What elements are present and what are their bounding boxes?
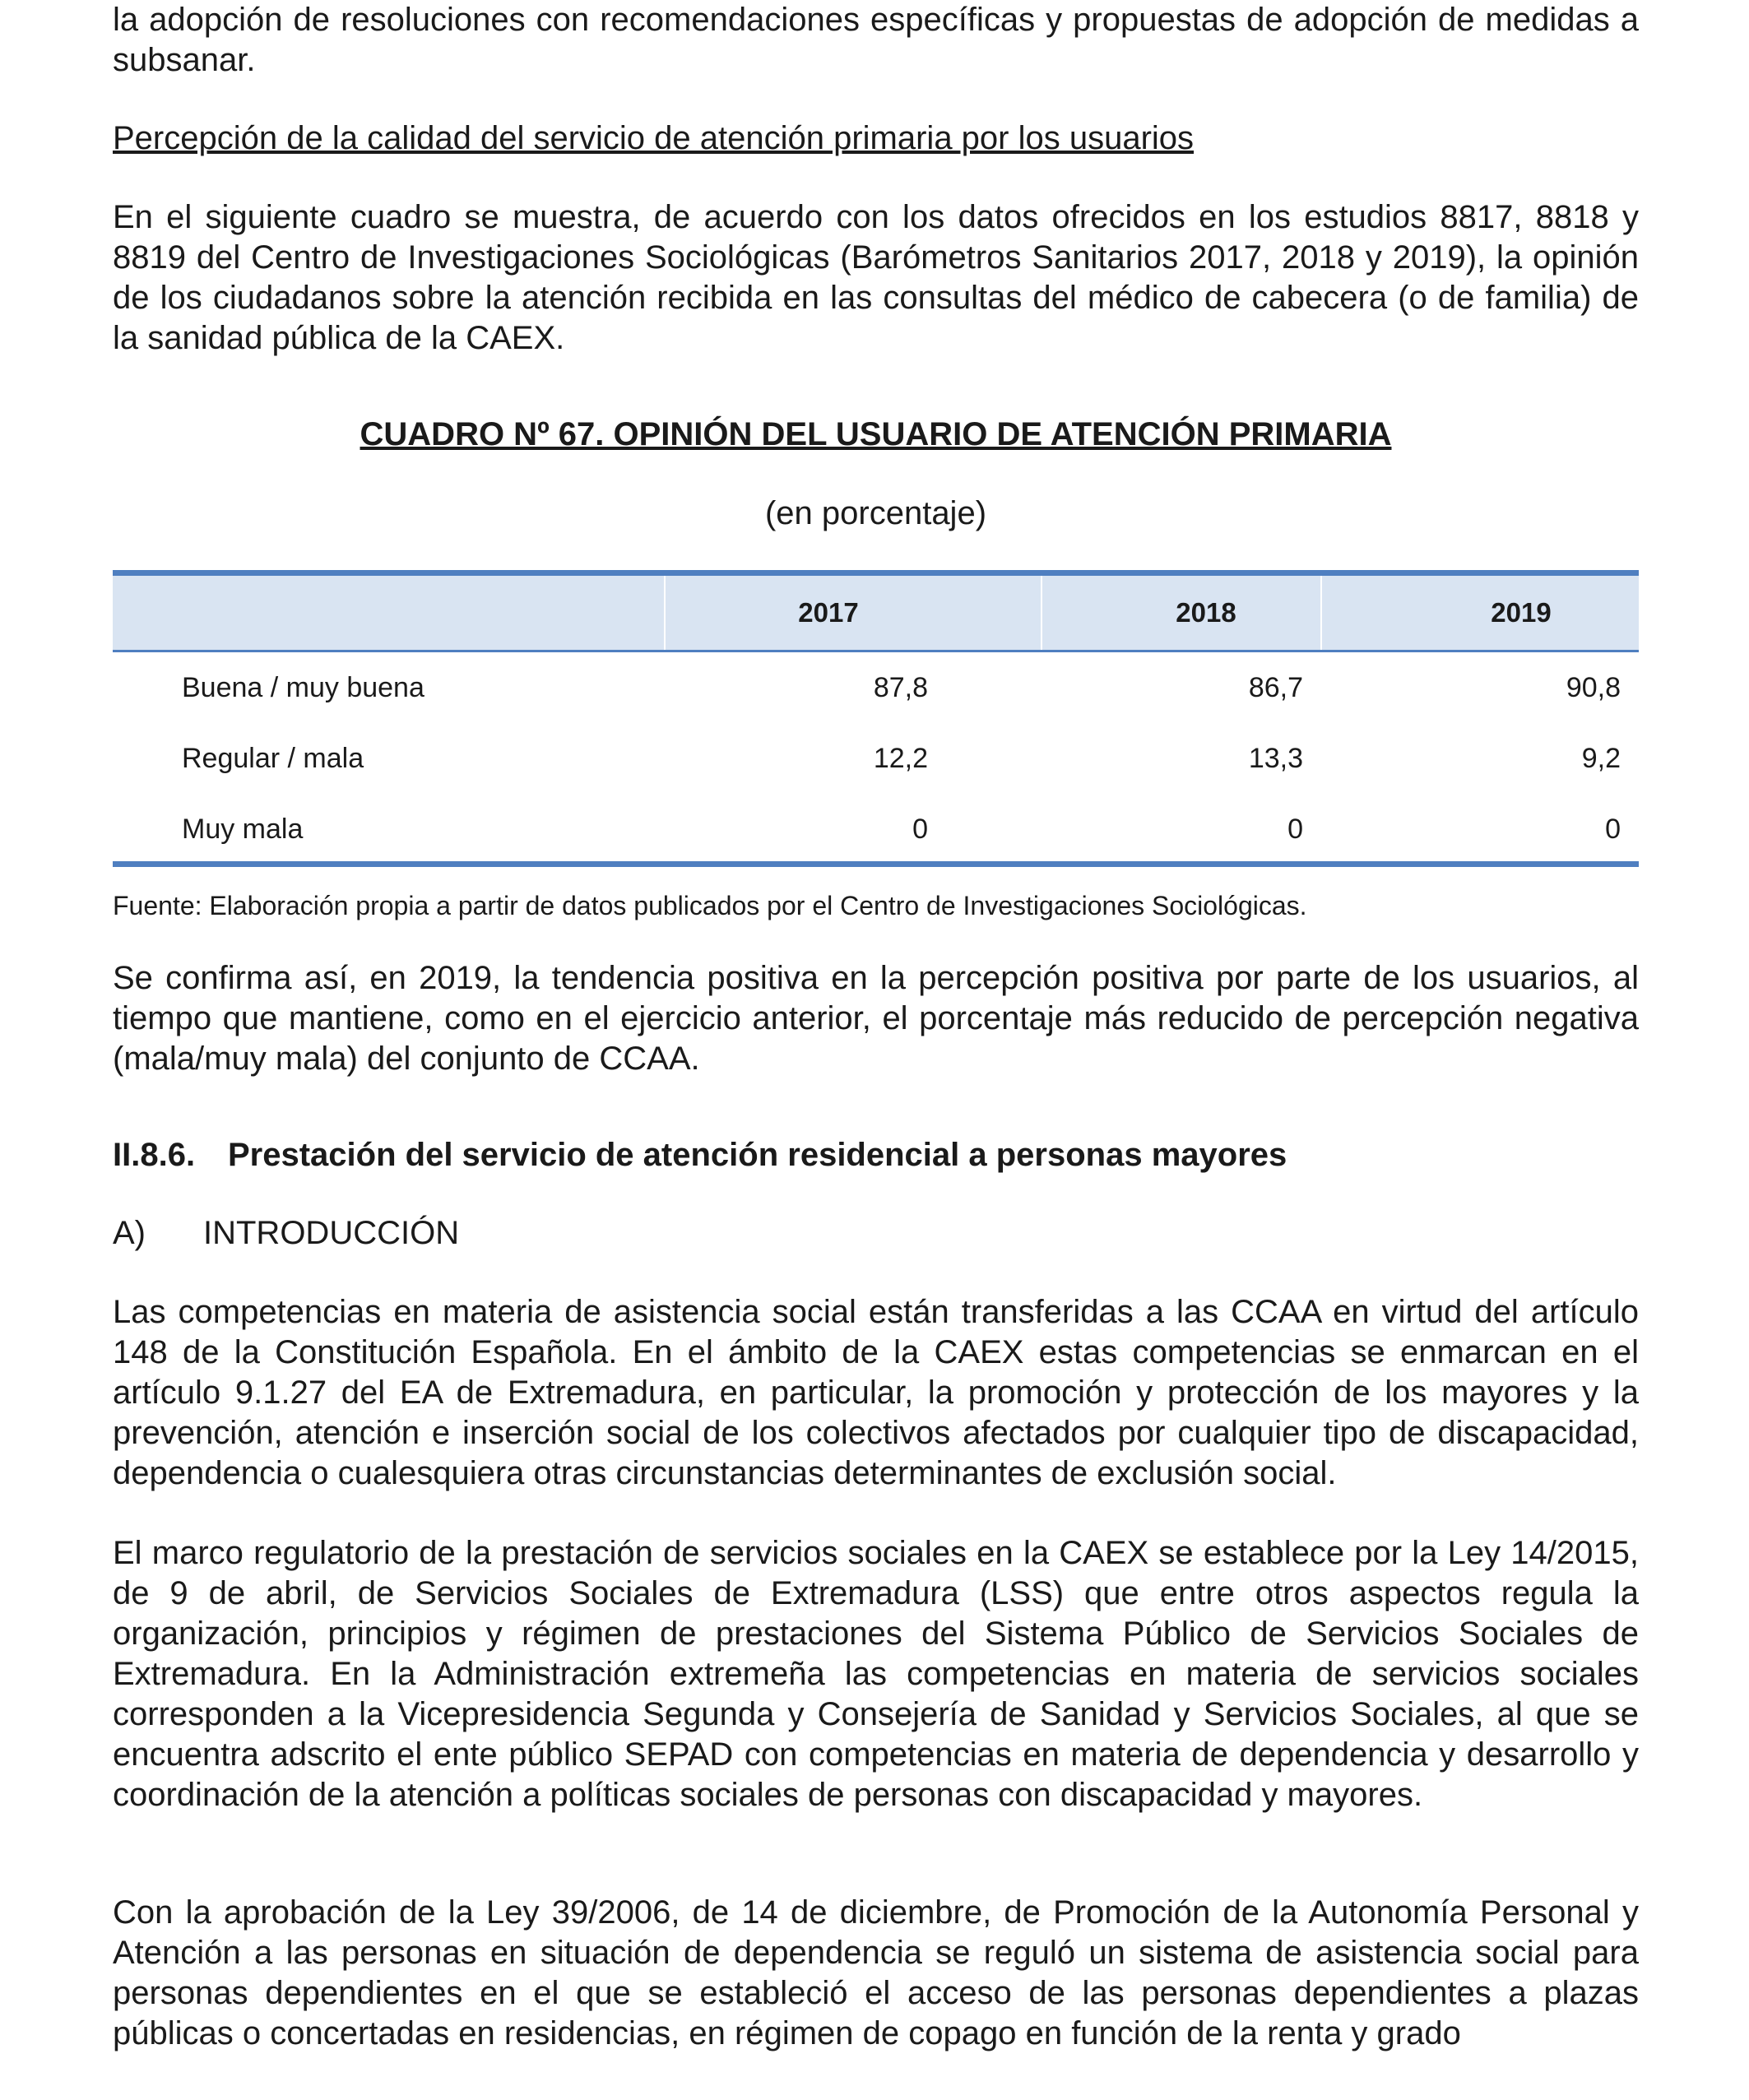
cell-value: 13,3 — [1248, 743, 1303, 774]
cell-value: 0 — [912, 814, 928, 845]
subsection-heading — [113, 1213, 459, 1254]
table-row — [113, 723, 1639, 794]
cell-value: 0 — [1605, 814, 1621, 845]
table-header-row — [113, 576, 1639, 652]
table-subtitle: (en porcentaje) — [764, 495, 987, 531]
subsection-letter: A) — [113, 1215, 146, 1251]
row-label: Buena / muy buena — [182, 672, 424, 703]
table-row — [113, 652, 1639, 723]
table-source-note: Fuente: Elaboración propia a partir de datos publicados por el Centro de Investigaciones Sociológicas. — [113, 891, 1307, 920]
paragraph-intro-continuation: la adopción de resoluciones con recomendaciones específicas y propuestas de adopción de medidas a subsanar. — [113, 2, 1639, 78]
table-row — [113, 794, 1639, 865]
cell-value: 9,2 — [1581, 743, 1621, 774]
cell-value: 90,8 — [1566, 672, 1621, 703]
section-title: Prestación del servicio de atención residencial a personas mayores — [228, 1137, 1287, 1173]
paragraph-marco-regulatorio: El marco regulatorio de la prestación de servicios sociales en la CAEX se establece por la Ley 14/2015, de 9 de abril, de Servicios Sociales de Extremadura (LSS) que entre otros aspectos regula la organización, principios y régimen de prestaciones del Sistema Público de Servicios Sociales de Extremadura. En la Administración extremeña las competencias en materia de servicios sociales corresponden a la Vicepresidencia Segunda y Consejería de Sanidad y Servicios Sociales, al que se encuentra adscrito el ente público SEPAD con competencias en materia de dependencia y desarrollo y coordinación de la atención a políticas sociales de personas con discapacidad y mayores. — [113, 1535, 1639, 1813]
paragraph-competencias: Las competencias en materia de asistencia social están transferidas a las CCAA en virtud del artículo 148 de la Constitución Española. En el ámbito de la CAEX estas competencias se enmarcan en el artículo 9.1.27 del EA de Extremadura, en particular, la promoción y protección de los mayores y la prevención, atención e inserción social de los colectivos afectados por cualquier tipo de discapacidad, dependencia o cualesquiera otras circunstancias determinantes de exclusión social. — [113, 1294, 1639, 1491]
paragraph-conclusion: Se confirma así, en 2019, la tendencia positiva en la percepción positiva por parte de los usuarios, al tiempo que mantiene, como en el ejercicio anterior, el porcentaje más reducido de percepción negativa (mala/muy mala) del conjunto de CCAA. — [113, 960, 1639, 1077]
section-heading — [113, 1135, 1287, 1175]
cell-value: 12,2 — [873, 743, 928, 774]
column-header-2018: 2018 — [1176, 597, 1236, 628]
paragraph-ley-dependencia: Con la aprobación de la Ley 39/2006, de 14 de diciembre, de Promoción de la Autonomía Personal y Atención a las personas en situación de dependencia se reguló un sistema de asistencia social para personas dependientes en el que se estableció el acceso de las personas dependientes a plazas públicas o concertadas en residencias, en régimen de copago en función de la renta y grado — [113, 1894, 1639, 2051]
cell-value: 87,8 — [873, 672, 928, 703]
row-label: Regular / mala — [182, 743, 364, 774]
paragraph-cuadro-intro: En el siguiente cuadro se muestra, de acuerdo con los datos ofrecidos en los estudios 8817, 8818 y 8819 del Centro de Investigaciones Sociológicas (Barómetros Sanitarios 2017, 2018 y 2019), la opinión de los ciudadanos sobre la atención recibida en las consultas del médico de cabecera (o de familia) de la sanidad pública de la CAEX. — [113, 199, 1639, 356]
column-header-2019: 2019 — [1491, 597, 1552, 628]
table-body — [113, 652, 1639, 861]
table-title: CUADRO Nº 67. OPINIÓN DEL USUARIO DE ATENCIÓN PRIMARIA — [360, 416, 1392, 452]
data-table — [113, 570, 1639, 867]
subsection-title: INTRODUCCIÓN — [203, 1215, 460, 1251]
cell-value: 0 — [1287, 814, 1303, 845]
table-top-rule — [113, 570, 1639, 576]
subheading-percepcion: Percepción de la calidad del servicio de atención primaria por los usuarios — [113, 120, 1195, 156]
row-label: Muy mala — [182, 814, 304, 845]
section-number: II.8.6. — [113, 1137, 196, 1173]
cell-value: 86,7 — [1248, 672, 1303, 703]
column-header-2017: 2017 — [798, 597, 859, 628]
